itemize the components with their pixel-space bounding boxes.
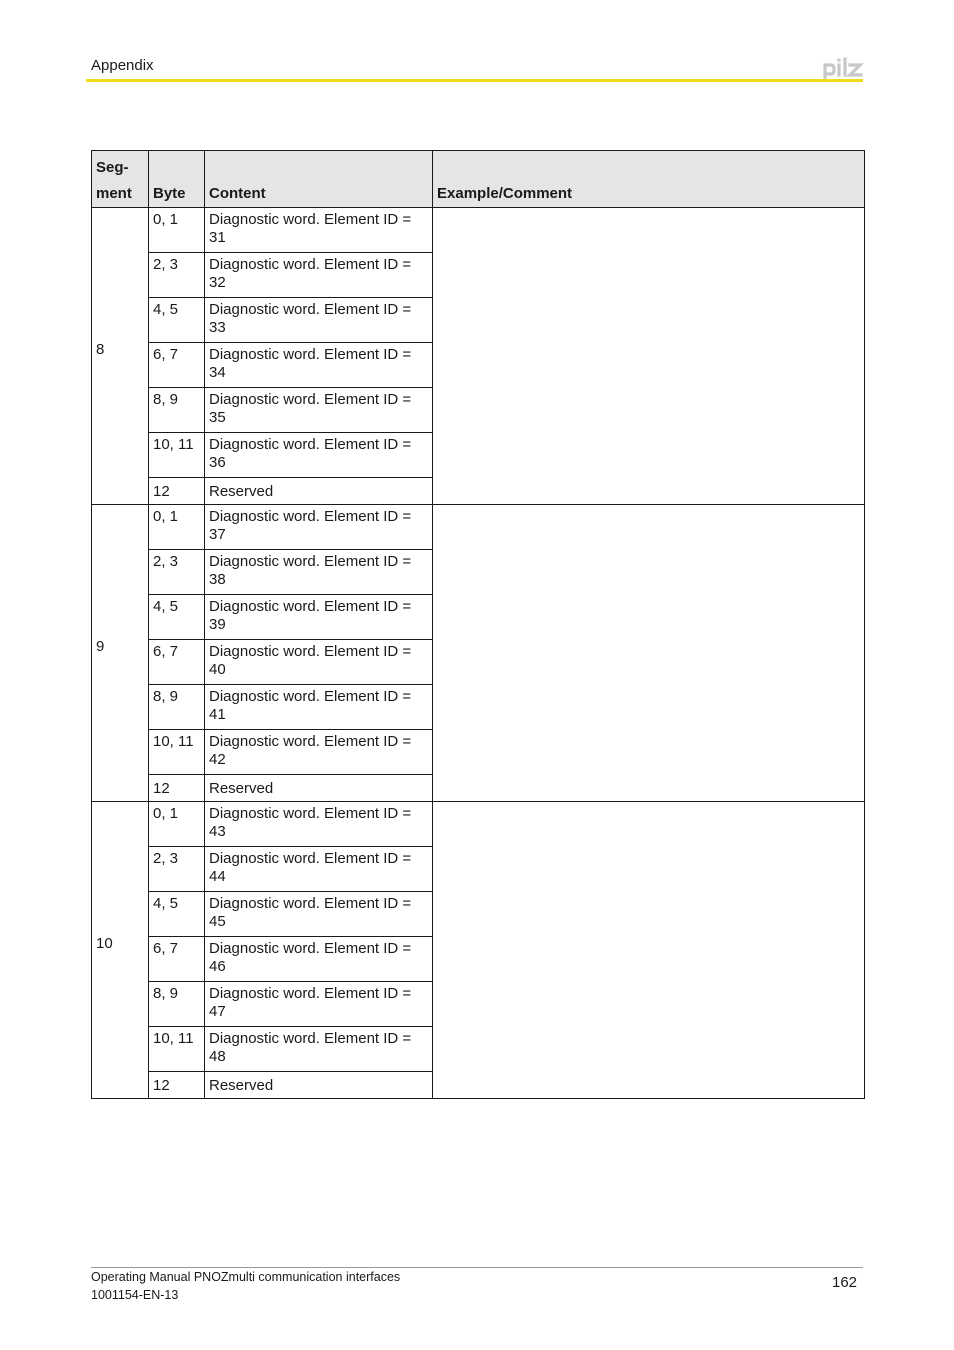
- column-header-byte: Byte: [149, 151, 205, 208]
- content-cell: Reserved: [205, 1072, 433, 1099]
- content-cell: Diagnostic word. Element ID = 31: [205, 208, 433, 253]
- byte-cell: 0, 1: [149, 208, 205, 253]
- header-section-title: Appendix: [91, 57, 154, 74]
- content-cell: Diagnostic word. Element ID = 42: [205, 730, 433, 775]
- segment-cell: [92, 505, 149, 802]
- content-cell: Diagnostic word. Element ID = 46: [205, 937, 433, 982]
- page-number: 162: [832, 1274, 858, 1291]
- example-cell: [433, 208, 865, 505]
- segment-number: 8: [96, 341, 105, 358]
- byte-cell: 2, 3: [149, 550, 205, 595]
- content-cell: Reserved: [205, 478, 433, 505]
- byte-cell: 2, 3: [149, 253, 205, 298]
- table-row: [92, 802, 865, 847]
- footer-manual-title: Operating Manual PNOZmulti communication interfaces: [91, 1270, 401, 1284]
- byte-cell: 10, 11: [149, 730, 205, 775]
- byte-cell: 6, 7: [149, 343, 205, 388]
- content-cell: Diagnostic word. Element ID = 33: [205, 298, 433, 343]
- content-cell: Diagnostic word. Element ID = 40: [205, 640, 433, 685]
- content-cell: Diagnostic word. Element ID = 43: [205, 802, 433, 847]
- byte-cell: 8, 9: [149, 388, 205, 433]
- content-cell: Diagnostic word. Element ID = 48: [205, 1027, 433, 1072]
- table-row: [92, 505, 865, 550]
- column-header-segment-line2: ment: [96, 185, 132, 202]
- content-cell: Diagnostic word. Element ID = 37: [205, 505, 433, 550]
- table-header-row: [92, 151, 865, 208]
- byte-cell: 12: [149, 1072, 205, 1099]
- footer-rule: [91, 1267, 863, 1268]
- column-header-segment: [92, 151, 149, 208]
- table-row: [92, 208, 865, 253]
- byte-cell: 6, 7: [149, 937, 205, 982]
- content-cell: Diagnostic word. Element ID = 47: [205, 982, 433, 1027]
- content-cell: Diagnostic word. Element ID = 38: [205, 550, 433, 595]
- byte-cell: 10, 11: [149, 433, 205, 478]
- byte-cell: 10, 11: [149, 1027, 205, 1072]
- byte-cell: 12: [149, 478, 205, 505]
- segment-cell: [92, 208, 149, 505]
- byte-cell: 8, 9: [149, 685, 205, 730]
- segment-table: [91, 150, 865, 1099]
- content-cell: Diagnostic word. Element ID = 34: [205, 343, 433, 388]
- content-cell: Diagnostic word. Element ID = 45: [205, 892, 433, 937]
- segment-number: 9: [96, 638, 105, 655]
- byte-cell: 4, 5: [149, 595, 205, 640]
- column-header-example: Example/Comment: [433, 151, 865, 208]
- byte-cell: 4, 5: [149, 892, 205, 937]
- content-cell: Diagnostic word. Element ID = 36: [205, 433, 433, 478]
- column-header-content: Content: [205, 151, 433, 208]
- content-cell: Reserved: [205, 775, 433, 802]
- byte-cell: 0, 1: [149, 505, 205, 550]
- segment-cell: [92, 802, 149, 1099]
- byte-cell: 0, 1: [149, 802, 205, 847]
- example-cell: [433, 505, 865, 802]
- byte-cell: 12: [149, 775, 205, 802]
- byte-cell: 2, 3: [149, 847, 205, 892]
- content-cell: Diagnostic word. Element ID = 32: [205, 253, 433, 298]
- footer-document-number: 1001154-EN-13: [91, 1288, 179, 1302]
- content-cell: Diagnostic word. Element ID = 44: [205, 847, 433, 892]
- example-cell: [433, 802, 865, 1099]
- segment-number: 10: [96, 935, 113, 952]
- column-header-segment-line1: Seg-: [96, 159, 129, 176]
- byte-cell: 8, 9: [149, 982, 205, 1027]
- byte-cell: 6, 7: [149, 640, 205, 685]
- content-cell: Diagnostic word. Element ID = 39: [205, 595, 433, 640]
- content-cell: Diagnostic word. Element ID = 41: [205, 685, 433, 730]
- content-cell: Diagnostic word. Element ID = 35: [205, 388, 433, 433]
- header-rule: [86, 79, 863, 82]
- byte-cell: 4, 5: [149, 298, 205, 343]
